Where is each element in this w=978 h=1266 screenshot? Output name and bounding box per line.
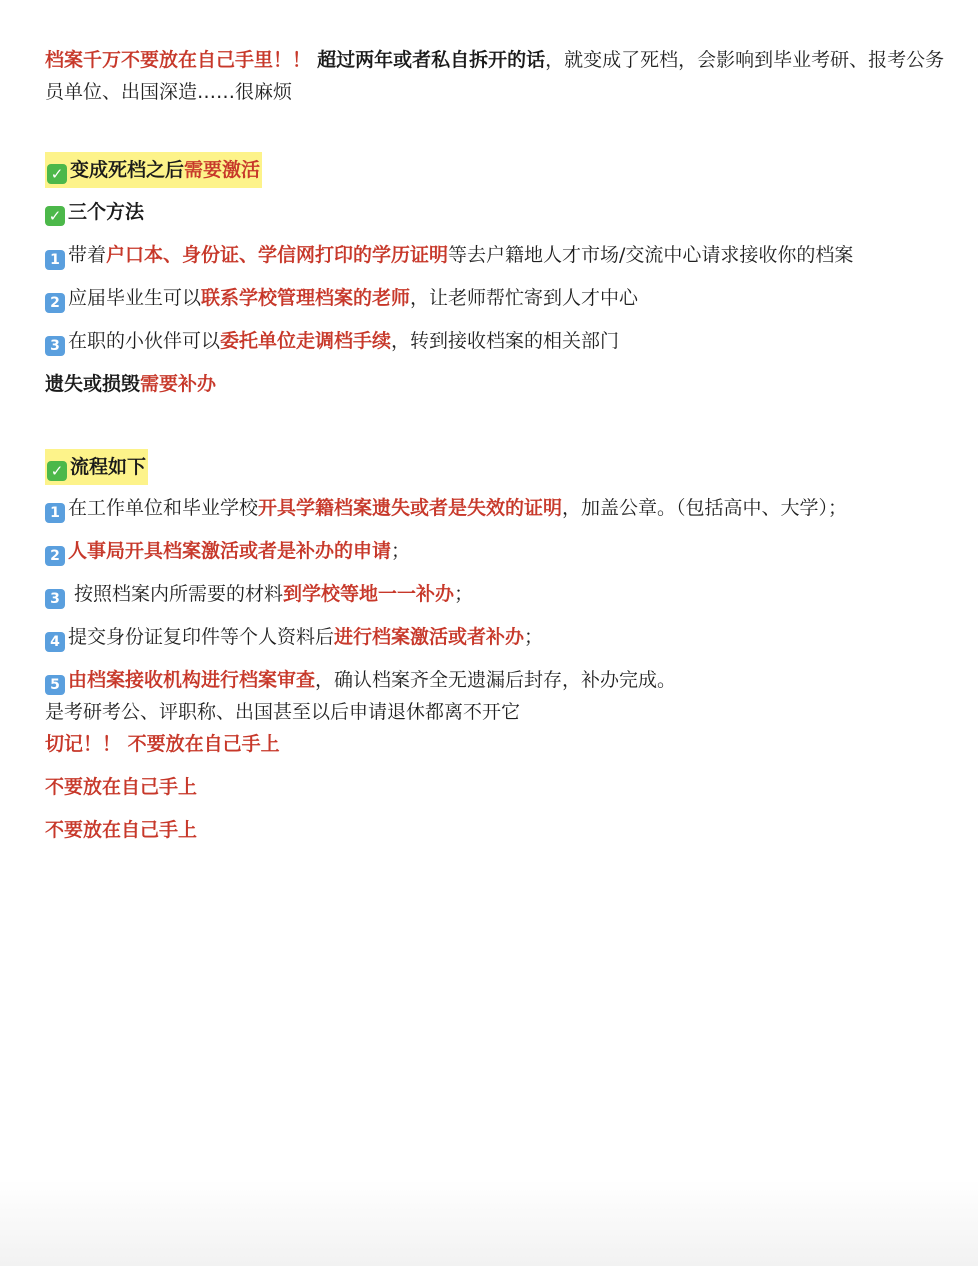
method-item-3: [45, 325, 945, 357]
process-item-4: [45, 621, 945, 653]
intro-rest: ，就变成了死档，会影响到毕业考研、报考公务员单位、出国深造……很麻烦: [45, 49, 945, 103]
keycap-2-icon: 2: [45, 546, 65, 566]
process-post: ；: [391, 540, 411, 562]
warning-text-1: 切记！！ 不要放在自己手上: [45, 733, 280, 755]
section2-heading-highlight: [45, 449, 148, 485]
process-red: 由档案接收机构进行档案审查: [68, 669, 316, 691]
check-icon: ✓: [47, 461, 67, 481]
section1-heading-red: 需要激活: [184, 159, 261, 181]
method-pre: 带着: [68, 244, 107, 266]
method-pre: 在职的小伙伴可以: [68, 330, 221, 352]
section1-subheading: [45, 196, 945, 228]
process-item-1: [45, 492, 945, 524]
process-pre: 在工作单位和毕业学校: [68, 497, 259, 519]
method-red: 联系学校管理档案的老师: [201, 287, 411, 309]
check-icon: ✓: [45, 206, 65, 226]
process-pre: 按照档案内所需要的材料: [68, 583, 284, 605]
process-item-2: [45, 535, 945, 567]
note-text: 是考研考公、评职称、出国甚至以后申请退休都离不开它: [45, 701, 521, 723]
note-line: [45, 696, 945, 728]
method-red: 户口本、身份证、学信网打印的学历证明: [106, 244, 449, 266]
method-item-1: [45, 239, 945, 271]
intro-bold-part: 超过两年或者私自拆开的话: [317, 49, 546, 71]
warning-line-3: [45, 814, 945, 846]
process-red: 开具学籍档案遗失或者是失效的证明: [258, 497, 563, 519]
method-item-2: [45, 282, 945, 314]
method-post: ，让老师帮忙寄到人才中心: [410, 287, 639, 309]
warning-text-3: 不要放在自己手上: [45, 819, 198, 841]
process-red: 进行档案激活或者补办: [334, 626, 525, 648]
process-red: 人事局开具档案激活或者是补办的申请: [68, 540, 392, 562]
process-pre: 提交身份证复印件等个人资料后: [68, 626, 335, 648]
loss-red: 需要补办: [140, 373, 217, 395]
subheading-text: 三个方法: [68, 201, 145, 223]
loss-black: 遗失或损毁: [45, 373, 141, 395]
keycap-3-icon: 3: [45, 336, 65, 356]
section2-heading-text: 流程如下: [70, 456, 147, 478]
keycap-3-icon: 3: [45, 589, 65, 609]
method-post: ，转到接收档案的相关部门: [391, 330, 620, 352]
section1-heading: [45, 150, 945, 190]
section1-heading-highlight: [45, 152, 262, 188]
intro-paragraph: [45, 44, 945, 108]
keycap-1-icon: 1: [45, 250, 65, 270]
document-content: [45, 44, 945, 846]
loss-line: [45, 368, 945, 400]
section2-heading: [45, 447, 945, 487]
keycap-1-icon: 1: [45, 503, 65, 523]
section1-heading-black: 变成死档之后: [70, 159, 185, 181]
process-post: ，确认档案齐全无遗漏后封存，补办完成。: [315, 669, 677, 691]
process-red: 到学校等地一一补办: [283, 583, 455, 605]
method-post: 等去户籍地人才市场/交流中心请求接收你的档案: [448, 244, 854, 266]
keycap-4-icon: 4: [45, 632, 65, 652]
warning-text-2: 不要放在自己手上: [45, 776, 198, 798]
warning-line-2: [45, 771, 945, 803]
process-item-5: [45, 664, 945, 696]
check-icon: ✓: [47, 164, 67, 184]
process-item-3: [45, 578, 945, 610]
intro-red-lead: 档案千万不要放在自己手里！！: [45, 49, 312, 71]
method-pre: 应届毕业生可以: [68, 287, 202, 309]
warning-line-1: [45, 728, 945, 760]
process-post: ；: [454, 583, 474, 605]
method-red: 委托单位走调档手续: [220, 330, 392, 352]
keycap-5-icon: 5: [45, 675, 65, 695]
process-post: ，加盖公章。（包括高中、大学）；: [562, 497, 848, 519]
process-post: ；: [524, 626, 544, 648]
keycap-2-icon: 2: [45, 293, 65, 313]
